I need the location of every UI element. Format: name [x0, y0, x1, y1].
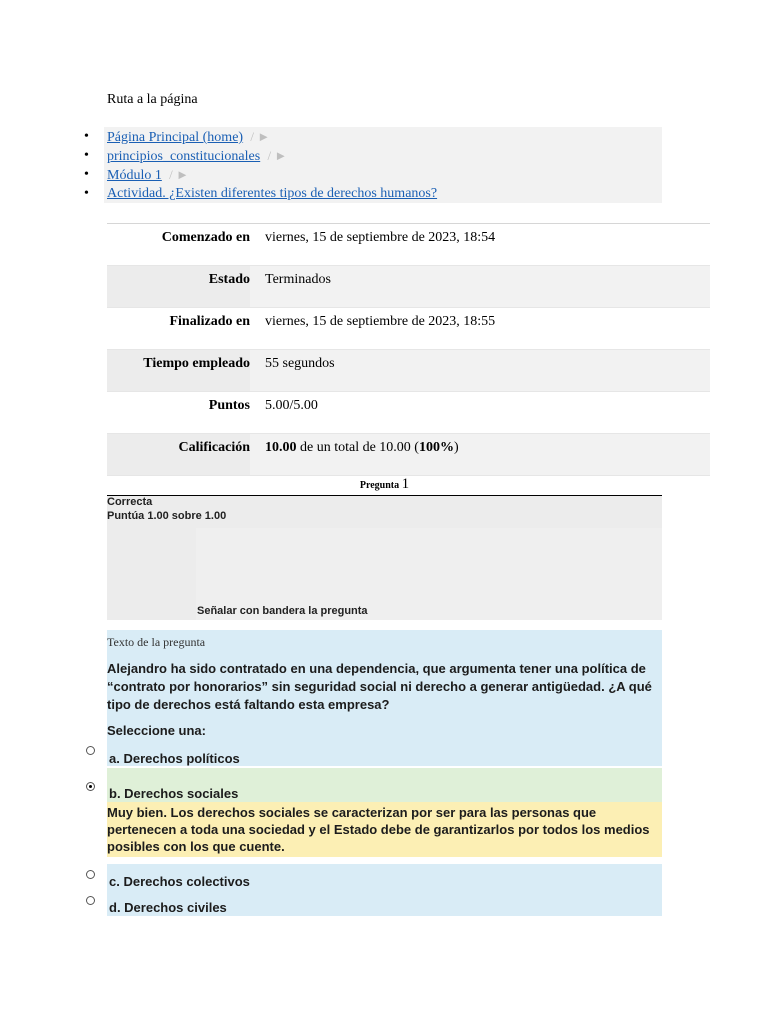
summary-row-time [107, 350, 710, 392]
summary-value: 55 segundos [265, 356, 335, 371]
question-header-label: Pregunta [359, 480, 400, 491]
question-text: Alejandro ha sido contratado en una dependencia, que argumenta tener una política de “contrato por honorarios” sin seguridad social ni derecho a generar antigüedad. ¿A qué tipo de derechos está faltando esta empresa? [107, 661, 652, 712]
option-a-label[interactable]: a. Derechos políticos [109, 751, 240, 766]
option-c-label[interactable]: c. Derechos colectivos [109, 874, 250, 889]
grade-percent: 100% [418, 440, 454, 455]
breadcrumb-item-module [84, 165, 662, 184]
summary-row-state [107, 266, 710, 308]
question-info [107, 496, 662, 620]
question-number: 1 [401, 476, 410, 492]
question-state: Correcta [107, 496, 153, 508]
breadcrumb-link-module[interactable]: Módulo 1 [107, 168, 162, 183]
option-c-radio[interactable] [86, 870, 95, 879]
option-a-radio[interactable] [86, 746, 95, 755]
summary-value: 5.00/5.00 [265, 398, 318, 413]
summary-label: Tiempo empleado [107, 350, 250, 391]
feedback-text: Muy bien. Los derechos sociales se caracterizan por ser para las personas que pertenecen a toda una sociedad y el Estado debe de garantizarlos por todos los medios posibles con los que cuente. [107, 805, 650, 854]
breadcrumb-link-course[interactable]: principios_constitucionales [107, 149, 261, 164]
grade-score: 10.00 [265, 440, 297, 455]
breadcrumb [84, 127, 662, 203]
option-b-radio[interactable] [86, 782, 95, 791]
summary-row-points [107, 392, 710, 434]
question-prompt: Seleccione una: [107, 723, 206, 738]
breadcrumb-item-activity [84, 184, 662, 203]
summary-value: Terminados [265, 272, 331, 287]
breadcrumb-separator: / ► [165, 167, 189, 182]
summary-label: Finalizado en [169, 314, 250, 329]
summary-value: viernes, 15 de septiembre de 2023, 18:54 [265, 230, 496, 245]
summary-label: Puntos [208, 398, 250, 413]
summary-label: Estado [107, 266, 250, 307]
breadcrumb-link-activity[interactable]: Actividad. ¿Existen diferentes tipos de derechos humanos? [107, 186, 438, 201]
flag-question-link[interactable]: Señalar con bandera la pregunta [197, 605, 368, 617]
summary-row-finished [107, 308, 710, 350]
summary-grade-value [250, 434, 710, 475]
option-b-label[interactable]: b. Derechos sociales [109, 786, 239, 801]
breadcrumb-separator: / ► [247, 129, 271, 144]
question-header [107, 474, 662, 496]
breadcrumb-item-home [84, 127, 662, 146]
attempt-summary-table [107, 223, 710, 476]
summary-label: Comenzado en [161, 230, 250, 245]
grade-close: ) [453, 440, 459, 455]
grade-total: de un total de 10.00 ( [296, 440, 419, 455]
option-d-radio[interactable] [86, 896, 95, 905]
summary-label: Calificación [107, 434, 250, 475]
question-text-label: Texto de la pregunta [107, 635, 206, 649]
summary-row-started [107, 224, 710, 266]
breadcrumb-item-course [84, 146, 662, 165]
breadcrumb-title: Ruta a la página [107, 92, 198, 107]
summary-value: viernes, 15 de septiembre de 2023, 18:55 [265, 314, 496, 329]
question-grade: Puntúa 1.00 sobre 1.00 [107, 510, 227, 522]
breadcrumb-link-home[interactable]: Página Principal (home) [107, 130, 244, 145]
summary-row-grade [107, 434, 710, 476]
breadcrumb-separator: / ► [264, 148, 288, 163]
option-d-label[interactable]: d. Derechos civiles [109, 900, 227, 915]
